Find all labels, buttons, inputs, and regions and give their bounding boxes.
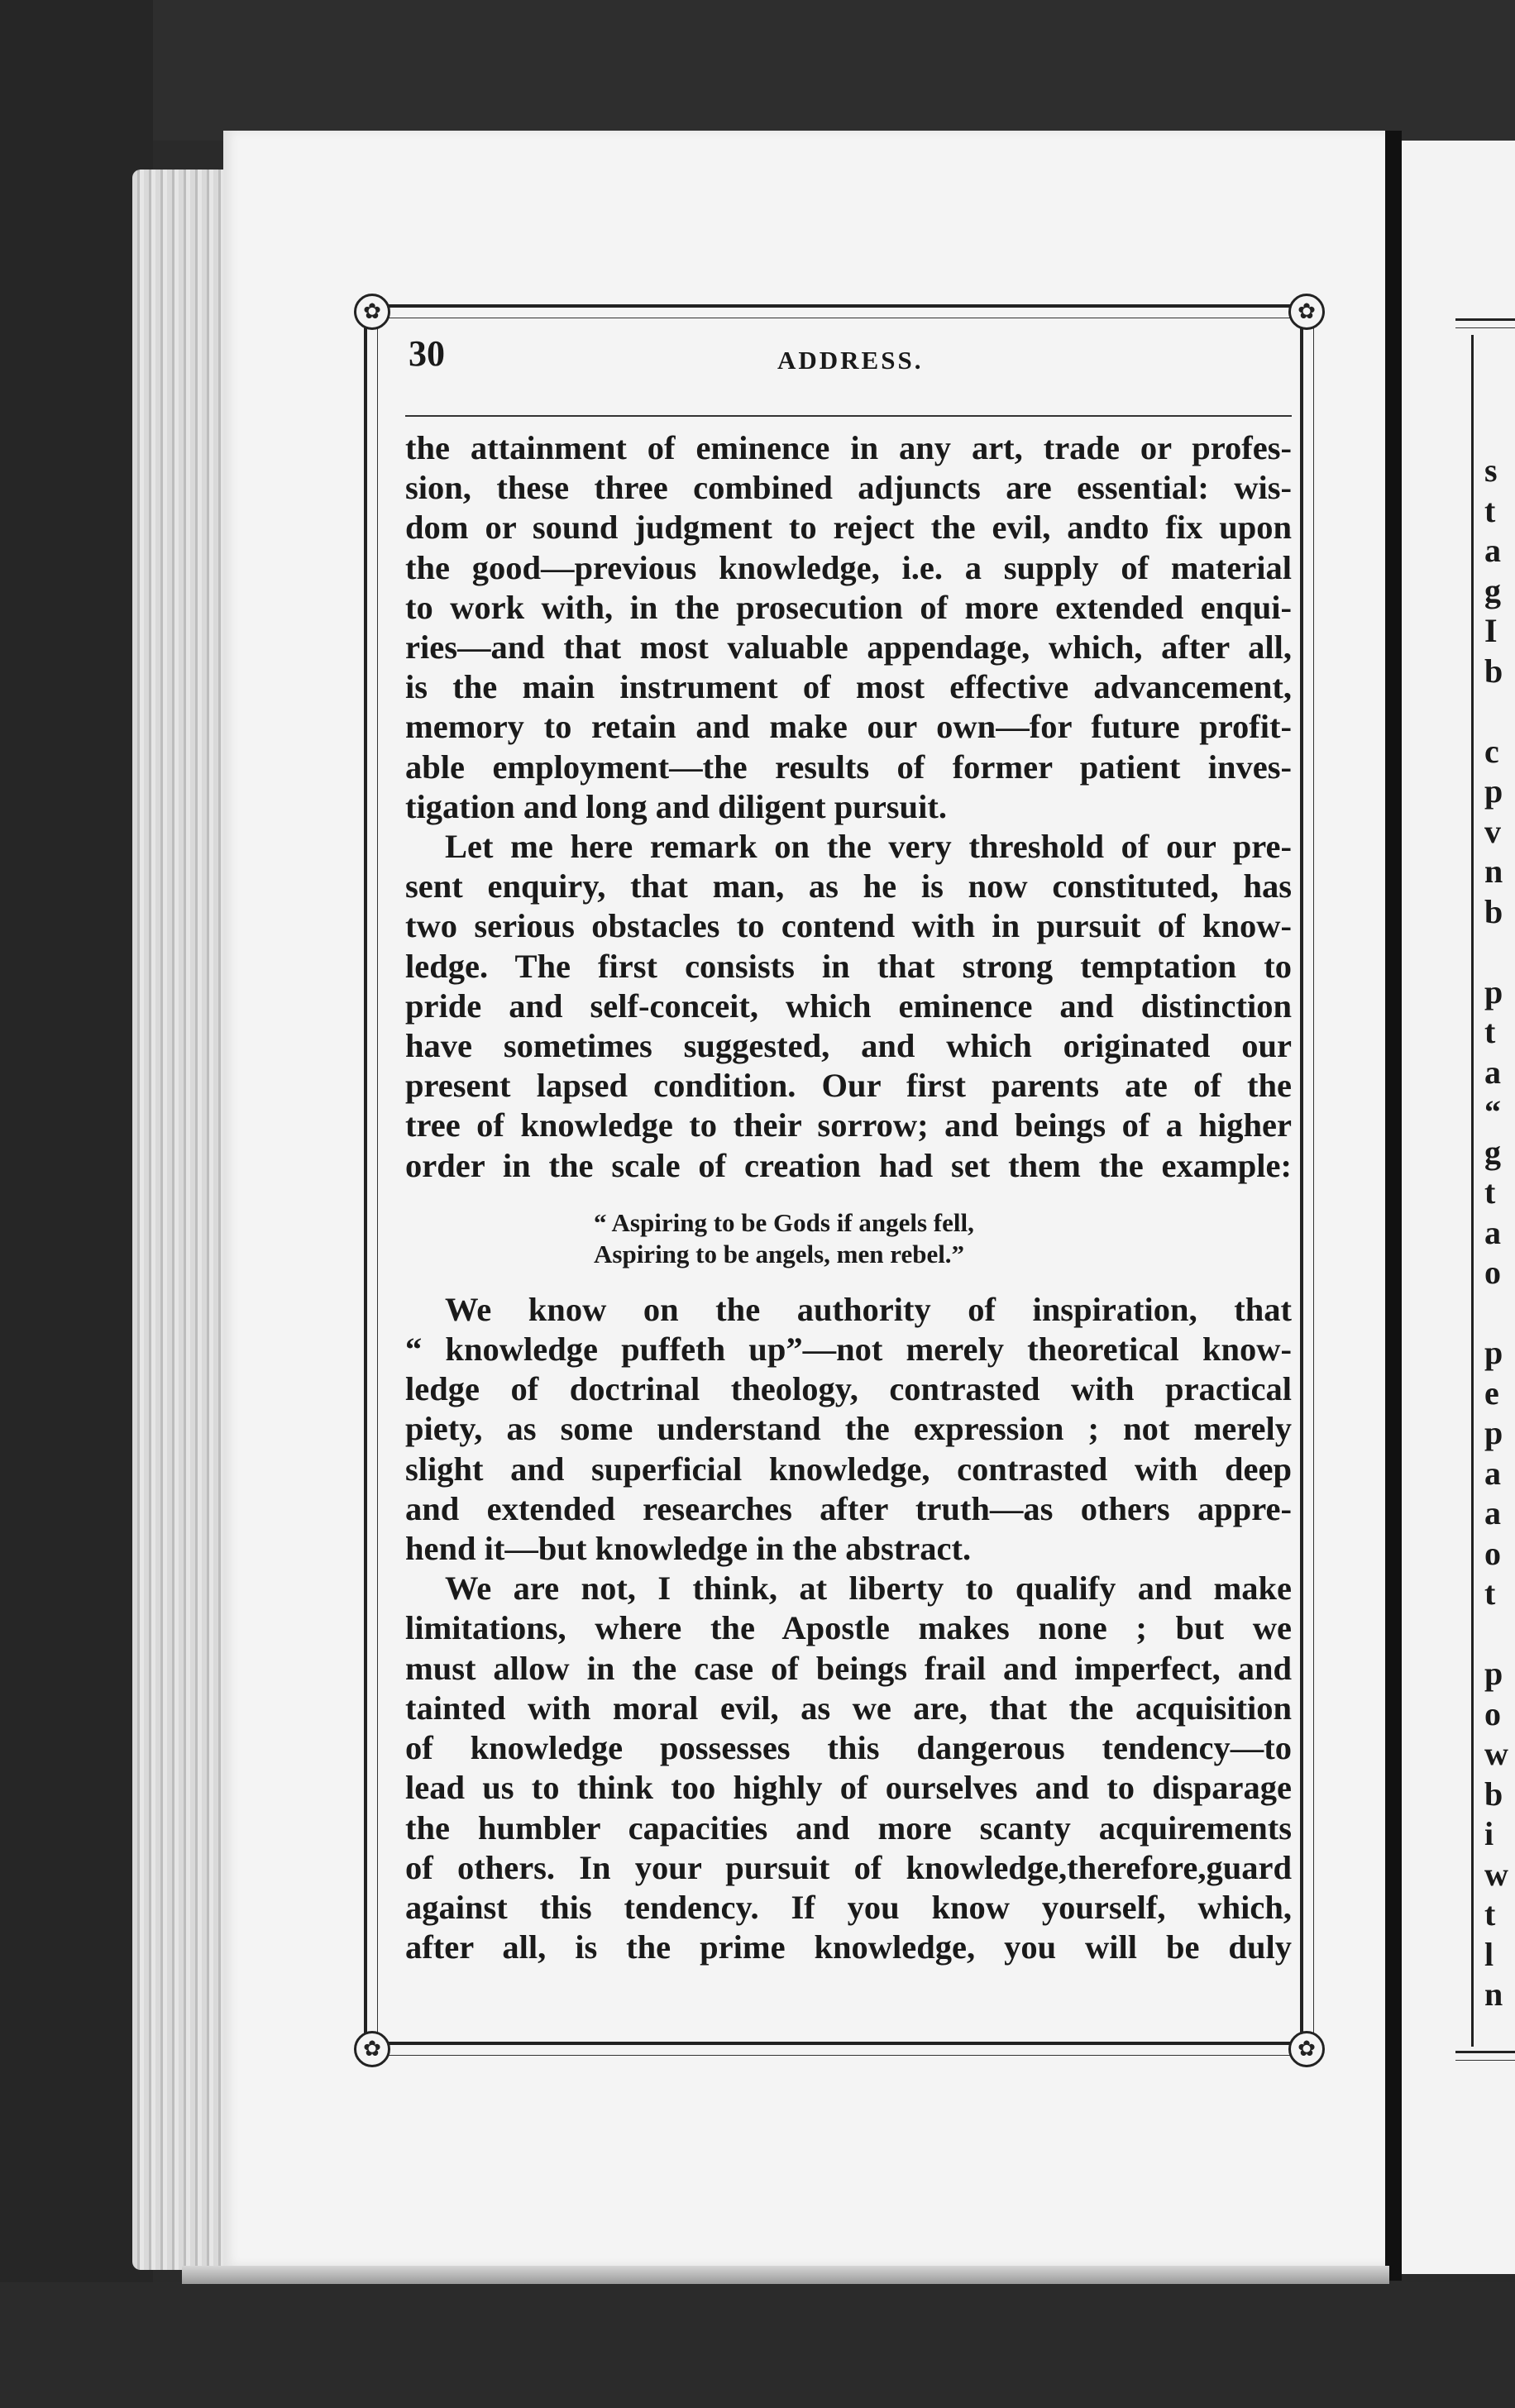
frame-right-rule bbox=[1300, 316, 1314, 2044]
text-line: present lapsed condition. Our first parents ate of the bbox=[405, 1067, 1292, 1105]
header-rule bbox=[405, 415, 1292, 417]
frame-bottom-rule bbox=[374, 2042, 1310, 2056]
text-line: sent enquiry, that man, as he is now constituted, has bbox=[405, 867, 1292, 905]
text-line: ledge. The first consists in that strong temptation to bbox=[405, 947, 1292, 985]
paragraph bbox=[405, 1290, 1292, 1569]
right-page-frame-bottom bbox=[1455, 2051, 1515, 2061]
frame-left-rule bbox=[364, 316, 378, 2044]
background-left bbox=[0, 0, 153, 2408]
paragraph bbox=[405, 1569, 1292, 1967]
verse-quote bbox=[405, 1207, 1292, 1270]
body-text bbox=[405, 428, 1292, 1967]
text-line: must allow in the case of beings frail and imperfect, and bbox=[405, 1649, 1292, 1687]
rosette-ornament-icon: ✿ bbox=[1288, 294, 1325, 330]
text-line: to work with, in the prosecution of more extended enqui- bbox=[405, 588, 1292, 626]
text-line: tigation and long and diligent pursuit. bbox=[405, 787, 947, 825]
text-line: piety, as some understand the expression ; not merely bbox=[405, 1410, 1292, 1448]
text-line: of others. In your pursuit of knowledge,therefore,guard bbox=[405, 1848, 1292, 1886]
frame-top-rule bbox=[374, 304, 1310, 318]
text-line: the attainment of eminence in any art, trade or profes- bbox=[405, 429, 1292, 466]
rosette-ornament-icon: ✿ bbox=[354, 294, 390, 330]
text-line: against this tendency. If you know yourself, which, bbox=[405, 1888, 1292, 1926]
text-line: and extended researches after truth—as others appre- bbox=[405, 1489, 1292, 1527]
text-line: dom or sound judgment to reject the evil, andto fix upon bbox=[405, 509, 1292, 547]
text-line: the good—previous knowledge, i.e. a supply of material bbox=[405, 548, 1292, 586]
text-line: We know on the authority of inspiration, that bbox=[445, 1290, 1292, 1328]
text-line: pride and self-conceit, which eminence and distinction bbox=[405, 987, 1292, 1025]
rosette-ornament-icon: ✿ bbox=[1288, 2031, 1325, 2067]
text-line: hend it—but knowledge in the abstract. bbox=[405, 1530, 972, 1568]
background-bottom bbox=[0, 2282, 1515, 2408]
quote-line: “ Aspiring to be Gods if angels fell, bbox=[594, 1207, 974, 1237]
quote-line: Aspiring to be angels, men rebel.” bbox=[594, 1239, 965, 1268]
text-line: tree of knowledge to their sorrow; and beings of a higher bbox=[405, 1106, 1292, 1144]
right-page-frame-top bbox=[1455, 318, 1515, 328]
right-page-frame-left bbox=[1471, 335, 1474, 2047]
text-line: two serious obstacles to contend with in pursuit of know- bbox=[405, 907, 1292, 945]
text-line: “ knowledge puffeth up”—not merely theoretical know- bbox=[405, 1331, 1292, 1369]
text-line: memory to retain and make our own—for future profit- bbox=[405, 708, 1292, 746]
text-line: lead us to think too highly of ourselves and to disparage bbox=[405, 1769, 1292, 1807]
text-line: slight and superficial knowledge, contrasted with deep bbox=[405, 1450, 1292, 1488]
text-line: We are not, I think, at liberty to qualify and make bbox=[445, 1570, 1292, 1608]
text-line: sion, these three combined adjuncts are essential: wis- bbox=[405, 469, 1292, 507]
paragraph bbox=[405, 428, 1292, 827]
text-line: is the main instrument of most effective advancement, bbox=[405, 668, 1292, 706]
paragraph bbox=[405, 827, 1292, 1186]
text-line: order in the scale of creation had set them the example: bbox=[405, 1146, 1292, 1184]
text-line: limitations, where the Apostle makes none ; but we bbox=[405, 1609, 1292, 1647]
text-line: Let me here remark on the very threshold of our pre- bbox=[445, 828, 1292, 866]
text-line: have sometimes suggested, and which originated our bbox=[405, 1027, 1292, 1065]
text-line: able employment—the results of former patient inves- bbox=[405, 748, 1292, 786]
text-line: ries—and that most valuable appendage, which, after all, bbox=[405, 628, 1292, 666]
text-line: ledge of doctrinal theology, contrasted with practical bbox=[405, 1370, 1292, 1408]
book-bottom-edge bbox=[182, 2266, 1389, 2284]
background-top bbox=[0, 0, 1515, 141]
rosette-ornament-icon: ✿ bbox=[354, 2031, 390, 2067]
book-gutter bbox=[1385, 131, 1402, 2281]
book-page-edges bbox=[132, 170, 232, 2270]
running-head: ADDRESS. bbox=[777, 346, 924, 375]
page-number: 30 bbox=[409, 333, 445, 374]
text-line: after all, is the prime knowledge, you will be duly bbox=[405, 1928, 1292, 1966]
text-line: the humbler capacities and more scanty acquirements bbox=[405, 1808, 1292, 1847]
text-line: of knowledge possesses this dangerous tendency—to bbox=[405, 1729, 1292, 1767]
right-page-text-fragment: s t a g I b c p v n b p t a “ g t a o p e p a a o t p o w b i w t l n bbox=[1484, 452, 1508, 2013]
text-line: tainted with moral evil, as we are, that the acquisition bbox=[405, 1689, 1292, 1727]
